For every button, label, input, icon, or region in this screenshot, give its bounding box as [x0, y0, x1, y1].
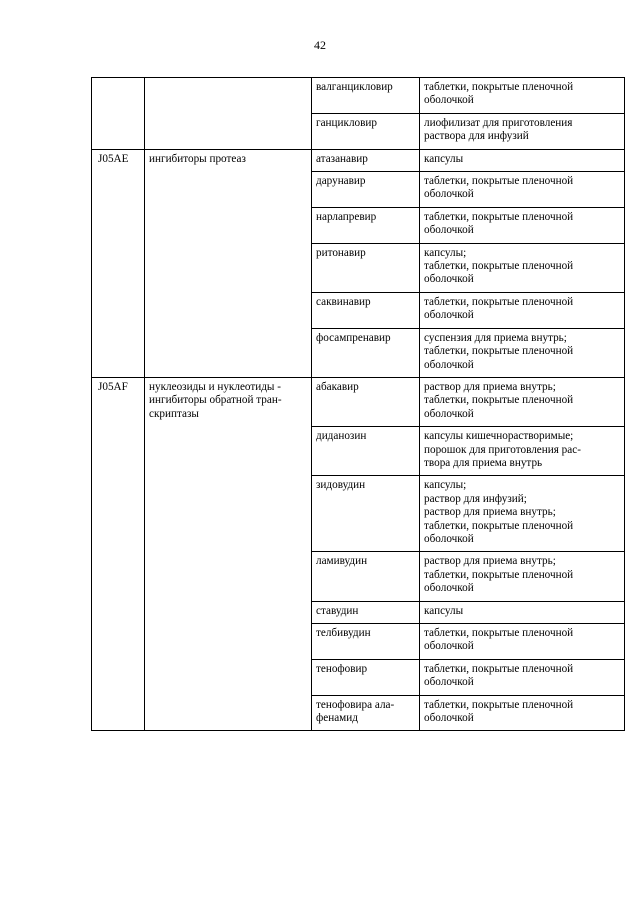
drug-name-cell: фосампренавир: [312, 328, 420, 377]
drug-name-cell: валганцикловир: [312, 78, 420, 114]
dosage-form-cell: раствор для приема внутрь; таблетки, покрытые пленочной оболочкой: [420, 377, 625, 426]
drug-name-cell: дарунавир: [312, 172, 420, 208]
page-number: 42: [314, 38, 326, 52]
drug-table: [91, 77, 625, 731]
dosage-form-cell: капсулы; таблетки, покрытые пленочной оболочкой: [420, 243, 625, 292]
dosage-form-cell: таблетки, покрытые пленочной оболочкой: [420, 207, 625, 243]
atc-group-name-cell: ингибиторы протеаз: [145, 149, 312, 377]
dosage-form-cell: суспензия для приема внутрь; таблетки, покрытые пленочной оболочкой: [420, 328, 625, 377]
drug-name-cell: тенофовира ала- фенамид: [312, 695, 420, 731]
atc-code-cell: J05AE: [92, 149, 145, 377]
dosage-form-cell: таблетки, покрытые пленочной оболочкой: [420, 292, 625, 328]
drug-name-cell: саквинавир: [312, 292, 420, 328]
dosage-form-cell: капсулы кишечнорастворимые; порошок для приготовления рас- твора для приема внутрь: [420, 427, 625, 476]
drug-name-cell: ганцикловир: [312, 113, 420, 149]
drug-name-cell: зидовудин: [312, 476, 420, 552]
dosage-form-cell: капсулы: [420, 601, 625, 623]
drug-name-cell: нарлапревир: [312, 207, 420, 243]
drug-name-cell: атазанавир: [312, 149, 420, 171]
drug-name-cell: абакавир: [312, 377, 420, 426]
table-row: [92, 377, 625, 426]
atc-code-cell: J05AF: [92, 377, 145, 731]
dosage-form-cell: раствор для приема внутрь; таблетки, покрытые пленочной оболочкой: [420, 552, 625, 601]
dosage-form-cell: таблетки, покрытые пленочной оболочкой: [420, 78, 625, 114]
dosage-form-cell: таблетки, покрытые пленочной оболочкой: [420, 624, 625, 660]
dosage-form-cell: капсулы: [420, 149, 625, 171]
drug-name-cell: ламивудин: [312, 552, 420, 601]
drug-name-cell: ставудин: [312, 601, 420, 623]
drug-name-cell: телбивудин: [312, 624, 420, 660]
dosage-form-cell: таблетки, покрытые пленочной оболочкой: [420, 659, 625, 695]
dosage-form-cell: лиофилизат для приготовления раствора для инфузий: [420, 113, 625, 149]
dosage-form-cell: капсулы; раствор для инфузий; раствор для приема внутрь; таблетки, покрытые пленочной оболочкой: [420, 476, 625, 552]
dosage-form-cell: таблетки, покрытые пленочной оболочкой: [420, 172, 625, 208]
atc-group-name-cell: [145, 78, 312, 150]
drug-name-cell: ритонавир: [312, 243, 420, 292]
drug-name-cell: тенофовир: [312, 659, 420, 695]
table-row: [92, 78, 625, 114]
drug-name-cell: диданозин: [312, 427, 420, 476]
atc-group-name-cell: нуклеозиды и нуклеотиды - ингибиторы обратной тран- скриптазы: [145, 377, 312, 731]
table-row: [92, 149, 625, 171]
dosage-form-cell: таблетки, покрытые пленочной оболочкой: [420, 695, 625, 731]
atc-code-cell: [92, 78, 145, 150]
